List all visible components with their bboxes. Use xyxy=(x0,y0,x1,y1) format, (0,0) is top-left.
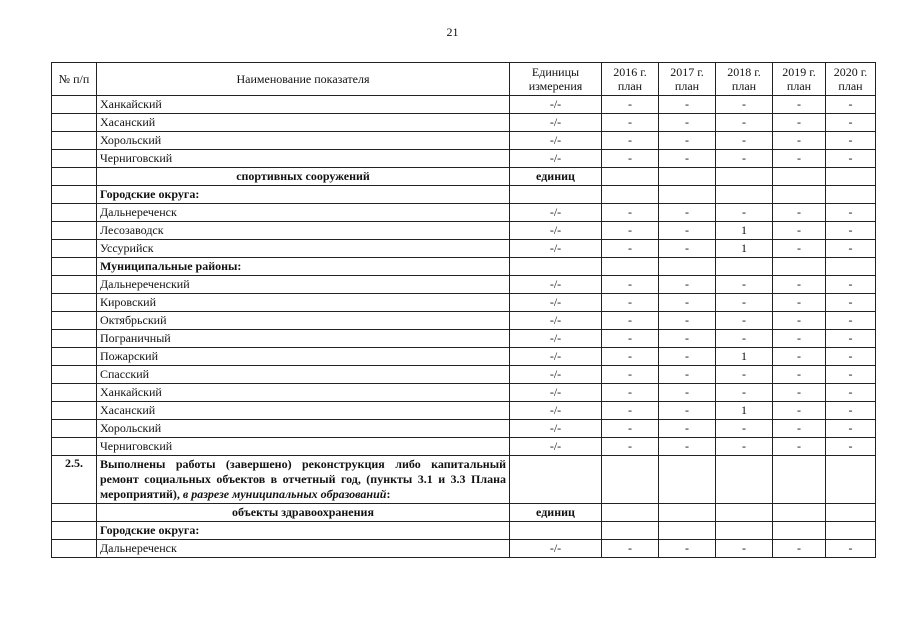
plan-value-cell xyxy=(773,522,826,540)
unit-cell: единиц xyxy=(510,504,602,522)
plan-value-cell: - xyxy=(773,240,826,258)
table-row xyxy=(52,438,876,456)
header-year-label: 2016 г. xyxy=(613,65,647,79)
page-number: 21 xyxy=(446,25,459,39)
header-year-2020 xyxy=(826,63,876,96)
header-year-label: 2019 г. xyxy=(782,65,816,79)
row-number xyxy=(52,504,97,522)
indicator-name: Октябрьский xyxy=(97,312,510,330)
plan-value-cell xyxy=(602,258,659,276)
plan-value-cell: - xyxy=(602,402,659,420)
indicator-name: Дальнереченск xyxy=(97,204,510,222)
header-plan-label: план xyxy=(786,79,812,93)
table-row xyxy=(52,540,876,558)
unit-cell: -/- xyxy=(510,204,602,222)
plan-value-cell xyxy=(659,456,716,504)
table-row xyxy=(52,276,876,294)
table-row xyxy=(52,132,876,150)
unit-cell: -/- xyxy=(510,366,602,384)
indicator-name-text: Выполнены работы (завершено) реконструкция либо капитальный ремонт социальных объектов в отчетный год, (пункты 3.1 и 3.3 Плана мероприятий), xyxy=(100,457,506,501)
row-number xyxy=(52,540,97,558)
row-number xyxy=(52,522,97,540)
plan-value-cell: - xyxy=(773,312,826,330)
plan-value-cell xyxy=(602,186,659,204)
row-number xyxy=(52,150,97,168)
indicator-name: Пожарский xyxy=(97,348,510,366)
plan-value-cell: - xyxy=(716,540,773,558)
plan-value-cell: - xyxy=(602,540,659,558)
plan-value-cell: - xyxy=(716,330,773,348)
plan-value-cell: - xyxy=(773,276,826,294)
plan-value-cell: - xyxy=(826,240,876,258)
indicator-name: Пограничный xyxy=(97,330,510,348)
plan-value-cell: - xyxy=(602,114,659,132)
plan-value-cell xyxy=(773,186,826,204)
table-row xyxy=(52,204,876,222)
plan-value-cell: - xyxy=(659,294,716,312)
row-number: 2.5. xyxy=(52,456,97,504)
unit-cell: -/- xyxy=(510,240,602,258)
plan-value-cell: - xyxy=(773,540,826,558)
table-row xyxy=(52,240,876,258)
indicator-name: спортивных сооружений xyxy=(97,168,510,186)
indicator-name: Черниговский xyxy=(97,150,510,168)
table-row xyxy=(52,402,876,420)
row-number xyxy=(52,186,97,204)
table-row xyxy=(52,348,876,366)
plan-value-cell xyxy=(602,522,659,540)
plan-value-cell: - xyxy=(716,294,773,312)
plan-value-cell: - xyxy=(826,150,876,168)
indicator-name: Хорольский xyxy=(97,420,510,438)
header-year-2018 xyxy=(716,63,773,96)
plan-value-cell: 1 xyxy=(716,222,773,240)
plan-value-cell: - xyxy=(773,330,826,348)
unit-cell: -/- xyxy=(510,150,602,168)
plan-value-cell: - xyxy=(773,96,826,114)
plan-value-cell: - xyxy=(659,222,716,240)
plan-value-cell: - xyxy=(602,222,659,240)
header-year-2017 xyxy=(659,63,716,96)
plan-value-cell: - xyxy=(826,294,876,312)
table-row xyxy=(52,294,876,312)
indicator-name: Хорольский xyxy=(97,132,510,150)
unit-cell: -/- xyxy=(510,294,602,312)
plan-value-cell xyxy=(716,504,773,522)
plan-value-cell: - xyxy=(716,438,773,456)
row-number xyxy=(52,438,97,456)
header-name: Наименование показателя xyxy=(97,63,510,96)
indicator-name: Городские округа: xyxy=(97,522,510,540)
plan-value-cell: - xyxy=(659,330,716,348)
indicator-name: Кировский xyxy=(97,294,510,312)
row-number xyxy=(52,348,97,366)
plan-value-cell xyxy=(659,168,716,186)
plan-value-cell: - xyxy=(602,348,659,366)
plan-value-cell: - xyxy=(826,132,876,150)
indicator-name: Черниговский xyxy=(97,438,510,456)
indicator-name: Дальнереченский xyxy=(97,276,510,294)
row-number xyxy=(52,132,97,150)
row-number xyxy=(52,366,97,384)
indicator-name xyxy=(97,456,510,504)
plan-value-cell xyxy=(826,504,876,522)
plan-value-cell: - xyxy=(602,330,659,348)
plan-value-cell xyxy=(773,258,826,276)
indicator-name: объекты здравоохранения xyxy=(97,504,510,522)
plan-value-cell: - xyxy=(659,420,716,438)
plan-value-cell: - xyxy=(826,222,876,240)
plan-value-cell: - xyxy=(773,114,826,132)
plan-value-cell: - xyxy=(602,312,659,330)
plan-value-cell: - xyxy=(716,420,773,438)
unit-cell: -/- xyxy=(510,132,602,150)
plan-value-cell: - xyxy=(826,540,876,558)
plan-value-cell: - xyxy=(659,96,716,114)
plan-value-cell xyxy=(602,168,659,186)
row-number xyxy=(52,384,97,402)
table-row xyxy=(52,150,876,168)
plan-value-cell: - xyxy=(716,204,773,222)
plan-value-cell: - xyxy=(826,330,876,348)
plan-value-cell: - xyxy=(826,402,876,420)
plan-value-cell xyxy=(602,456,659,504)
row-number xyxy=(52,312,97,330)
table-row xyxy=(52,114,876,132)
plan-value-cell: - xyxy=(659,312,716,330)
unit-cell: -/- xyxy=(510,402,602,420)
table-row xyxy=(52,504,876,522)
table-row xyxy=(52,222,876,240)
indicator-name: Муниципальные районы: xyxy=(97,258,510,276)
plan-value-cell: - xyxy=(716,150,773,168)
plan-value-cell: 1 xyxy=(716,402,773,420)
plan-value-cell xyxy=(826,456,876,504)
plan-value-cell xyxy=(716,456,773,504)
unit-cell: -/- xyxy=(510,420,602,438)
unit-cell: -/- xyxy=(510,276,602,294)
plan-value-cell: 1 xyxy=(716,240,773,258)
plan-value-cell: - xyxy=(602,150,659,168)
plan-value-cell: - xyxy=(659,438,716,456)
plan-value-cell: - xyxy=(826,438,876,456)
row-number xyxy=(52,330,97,348)
indicator-name: Хасанский xyxy=(97,114,510,132)
header-unit-text: Единицы измерения xyxy=(528,65,583,93)
plan-value-cell xyxy=(716,168,773,186)
indicator-name: Ханкайский xyxy=(97,384,510,402)
row-number xyxy=(52,114,97,132)
plan-value-cell: - xyxy=(716,384,773,402)
indicator-name: Лесозаводск xyxy=(97,222,510,240)
header-plan-label: план xyxy=(674,79,700,93)
table-row xyxy=(52,312,876,330)
header-year-2019 xyxy=(773,63,826,96)
plan-value-cell: - xyxy=(773,348,826,366)
indicator-name: Уссурийск xyxy=(97,240,510,258)
plan-value-cell: - xyxy=(826,312,876,330)
table-row xyxy=(52,96,876,114)
header-plan-label: план xyxy=(838,79,863,93)
row-number xyxy=(52,276,97,294)
unit-cell: -/- xyxy=(510,114,602,132)
header-plan-label: план xyxy=(731,79,757,93)
plan-value-cell: - xyxy=(602,204,659,222)
plan-value-cell: - xyxy=(826,348,876,366)
plan-value-cell: - xyxy=(659,204,716,222)
plan-value-cell: - xyxy=(659,150,716,168)
unit-cell: -/- xyxy=(510,96,602,114)
unit-cell xyxy=(510,186,602,204)
unit-cell: единиц xyxy=(510,168,602,186)
header-year-2016 xyxy=(602,63,659,96)
table-row xyxy=(52,420,876,438)
unit-cell: -/- xyxy=(510,438,602,456)
plan-value-cell: - xyxy=(659,114,716,132)
indicator-name: Хасанский xyxy=(97,402,510,420)
header-unit xyxy=(510,63,602,96)
plan-value-cell: - xyxy=(602,132,659,150)
plan-value-cell xyxy=(716,186,773,204)
plan-value-cell: - xyxy=(826,276,876,294)
table-row xyxy=(52,384,876,402)
indicator-name: Дальнереченск xyxy=(97,540,510,558)
plan-value-cell: - xyxy=(602,294,659,312)
row-number xyxy=(52,420,97,438)
plan-value-cell: - xyxy=(773,204,826,222)
table-body xyxy=(52,96,876,558)
plan-value-cell xyxy=(716,522,773,540)
plan-value-cell: - xyxy=(659,240,716,258)
plan-value-cell xyxy=(826,258,876,276)
plan-value-cell: - xyxy=(602,438,659,456)
plan-value-cell xyxy=(659,504,716,522)
plan-value-cell: - xyxy=(659,384,716,402)
plan-value-cell: - xyxy=(659,132,716,150)
plan-value-cell: - xyxy=(602,96,659,114)
table-row xyxy=(52,522,876,540)
plan-value-cell: - xyxy=(773,132,826,150)
unit-cell: -/- xyxy=(510,348,602,366)
row-number xyxy=(52,402,97,420)
plan-value-cell: - xyxy=(659,348,716,366)
unit-cell: -/- xyxy=(510,330,602,348)
plan-value-cell: - xyxy=(826,114,876,132)
header-num: № п/п xyxy=(52,63,97,96)
plan-value-cell: - xyxy=(826,420,876,438)
plan-value-cell xyxy=(826,186,876,204)
table-row xyxy=(52,258,876,276)
unit-cell: -/- xyxy=(510,540,602,558)
plan-value-cell xyxy=(716,258,773,276)
table-header-row xyxy=(52,63,876,96)
plan-value-cell: - xyxy=(716,132,773,150)
plan-value-cell: - xyxy=(826,96,876,114)
plan-value-cell: - xyxy=(659,276,716,294)
plan-value-cell: - xyxy=(602,384,659,402)
row-number xyxy=(52,204,97,222)
plan-value-cell: - xyxy=(826,204,876,222)
plan-value-cell: - xyxy=(659,402,716,420)
plan-value-cell xyxy=(773,504,826,522)
plan-value-cell: - xyxy=(602,420,659,438)
plan-value-cell: - xyxy=(773,366,826,384)
plan-value-cell: - xyxy=(659,366,716,384)
plan-value-cell: 1 xyxy=(716,348,773,366)
table-row xyxy=(52,366,876,384)
unit-cell: -/- xyxy=(510,384,602,402)
plan-value-cell: - xyxy=(716,276,773,294)
header-year-label: 2020 г. xyxy=(833,65,868,79)
plan-value-cell: - xyxy=(602,276,659,294)
indicator-name: Ханкайский xyxy=(97,96,510,114)
plan-value-cell: - xyxy=(716,96,773,114)
unit-cell: -/- xyxy=(510,222,602,240)
row-number xyxy=(52,168,97,186)
plan-value-cell: - xyxy=(602,240,659,258)
table-row xyxy=(52,168,876,186)
plan-value-cell xyxy=(659,258,716,276)
plan-value-cell: - xyxy=(773,384,826,402)
table-row xyxy=(52,186,876,204)
table-row xyxy=(52,456,876,504)
plan-value-cell: - xyxy=(773,294,826,312)
plan-value-cell xyxy=(602,504,659,522)
row-number xyxy=(52,96,97,114)
row-number xyxy=(52,294,97,312)
plan-value-cell: - xyxy=(659,540,716,558)
unit-cell xyxy=(510,522,602,540)
plan-value-cell xyxy=(659,522,716,540)
plan-value-cell: - xyxy=(773,438,826,456)
plan-value-cell: - xyxy=(716,312,773,330)
plan-value-cell xyxy=(773,168,826,186)
indicator-name-tail: : xyxy=(386,487,391,501)
plan-value-cell: - xyxy=(716,366,773,384)
unit-cell: -/- xyxy=(510,312,602,330)
row-number xyxy=(52,258,97,276)
indicator-name: Городские округа: xyxy=(97,186,510,204)
indicator-name-italic: в разрезе муниципальных образований xyxy=(182,487,387,501)
plan-value-cell xyxy=(773,456,826,504)
row-number xyxy=(52,240,97,258)
plan-value-cell: - xyxy=(716,114,773,132)
header-year-label: 2018 г. xyxy=(727,65,761,79)
plan-value-cell xyxy=(659,186,716,204)
table-row xyxy=(52,330,876,348)
indicator-name: Спасский xyxy=(97,366,510,384)
plan-value-cell xyxy=(826,522,876,540)
plan-value-cell: - xyxy=(826,384,876,402)
header-plan-label: план xyxy=(617,79,643,93)
plan-value-cell: - xyxy=(826,366,876,384)
row-number xyxy=(52,222,97,240)
plan-value-cell: - xyxy=(773,222,826,240)
header-year-label: 2017 г. xyxy=(670,65,704,79)
indicators-table xyxy=(51,62,876,558)
unit-cell xyxy=(510,456,602,504)
plan-value-cell: - xyxy=(773,150,826,168)
plan-value-cell xyxy=(826,168,876,186)
plan-value-cell: - xyxy=(602,366,659,384)
plan-value-cell: - xyxy=(773,402,826,420)
plan-value-cell: - xyxy=(773,420,826,438)
unit-cell xyxy=(510,258,602,276)
